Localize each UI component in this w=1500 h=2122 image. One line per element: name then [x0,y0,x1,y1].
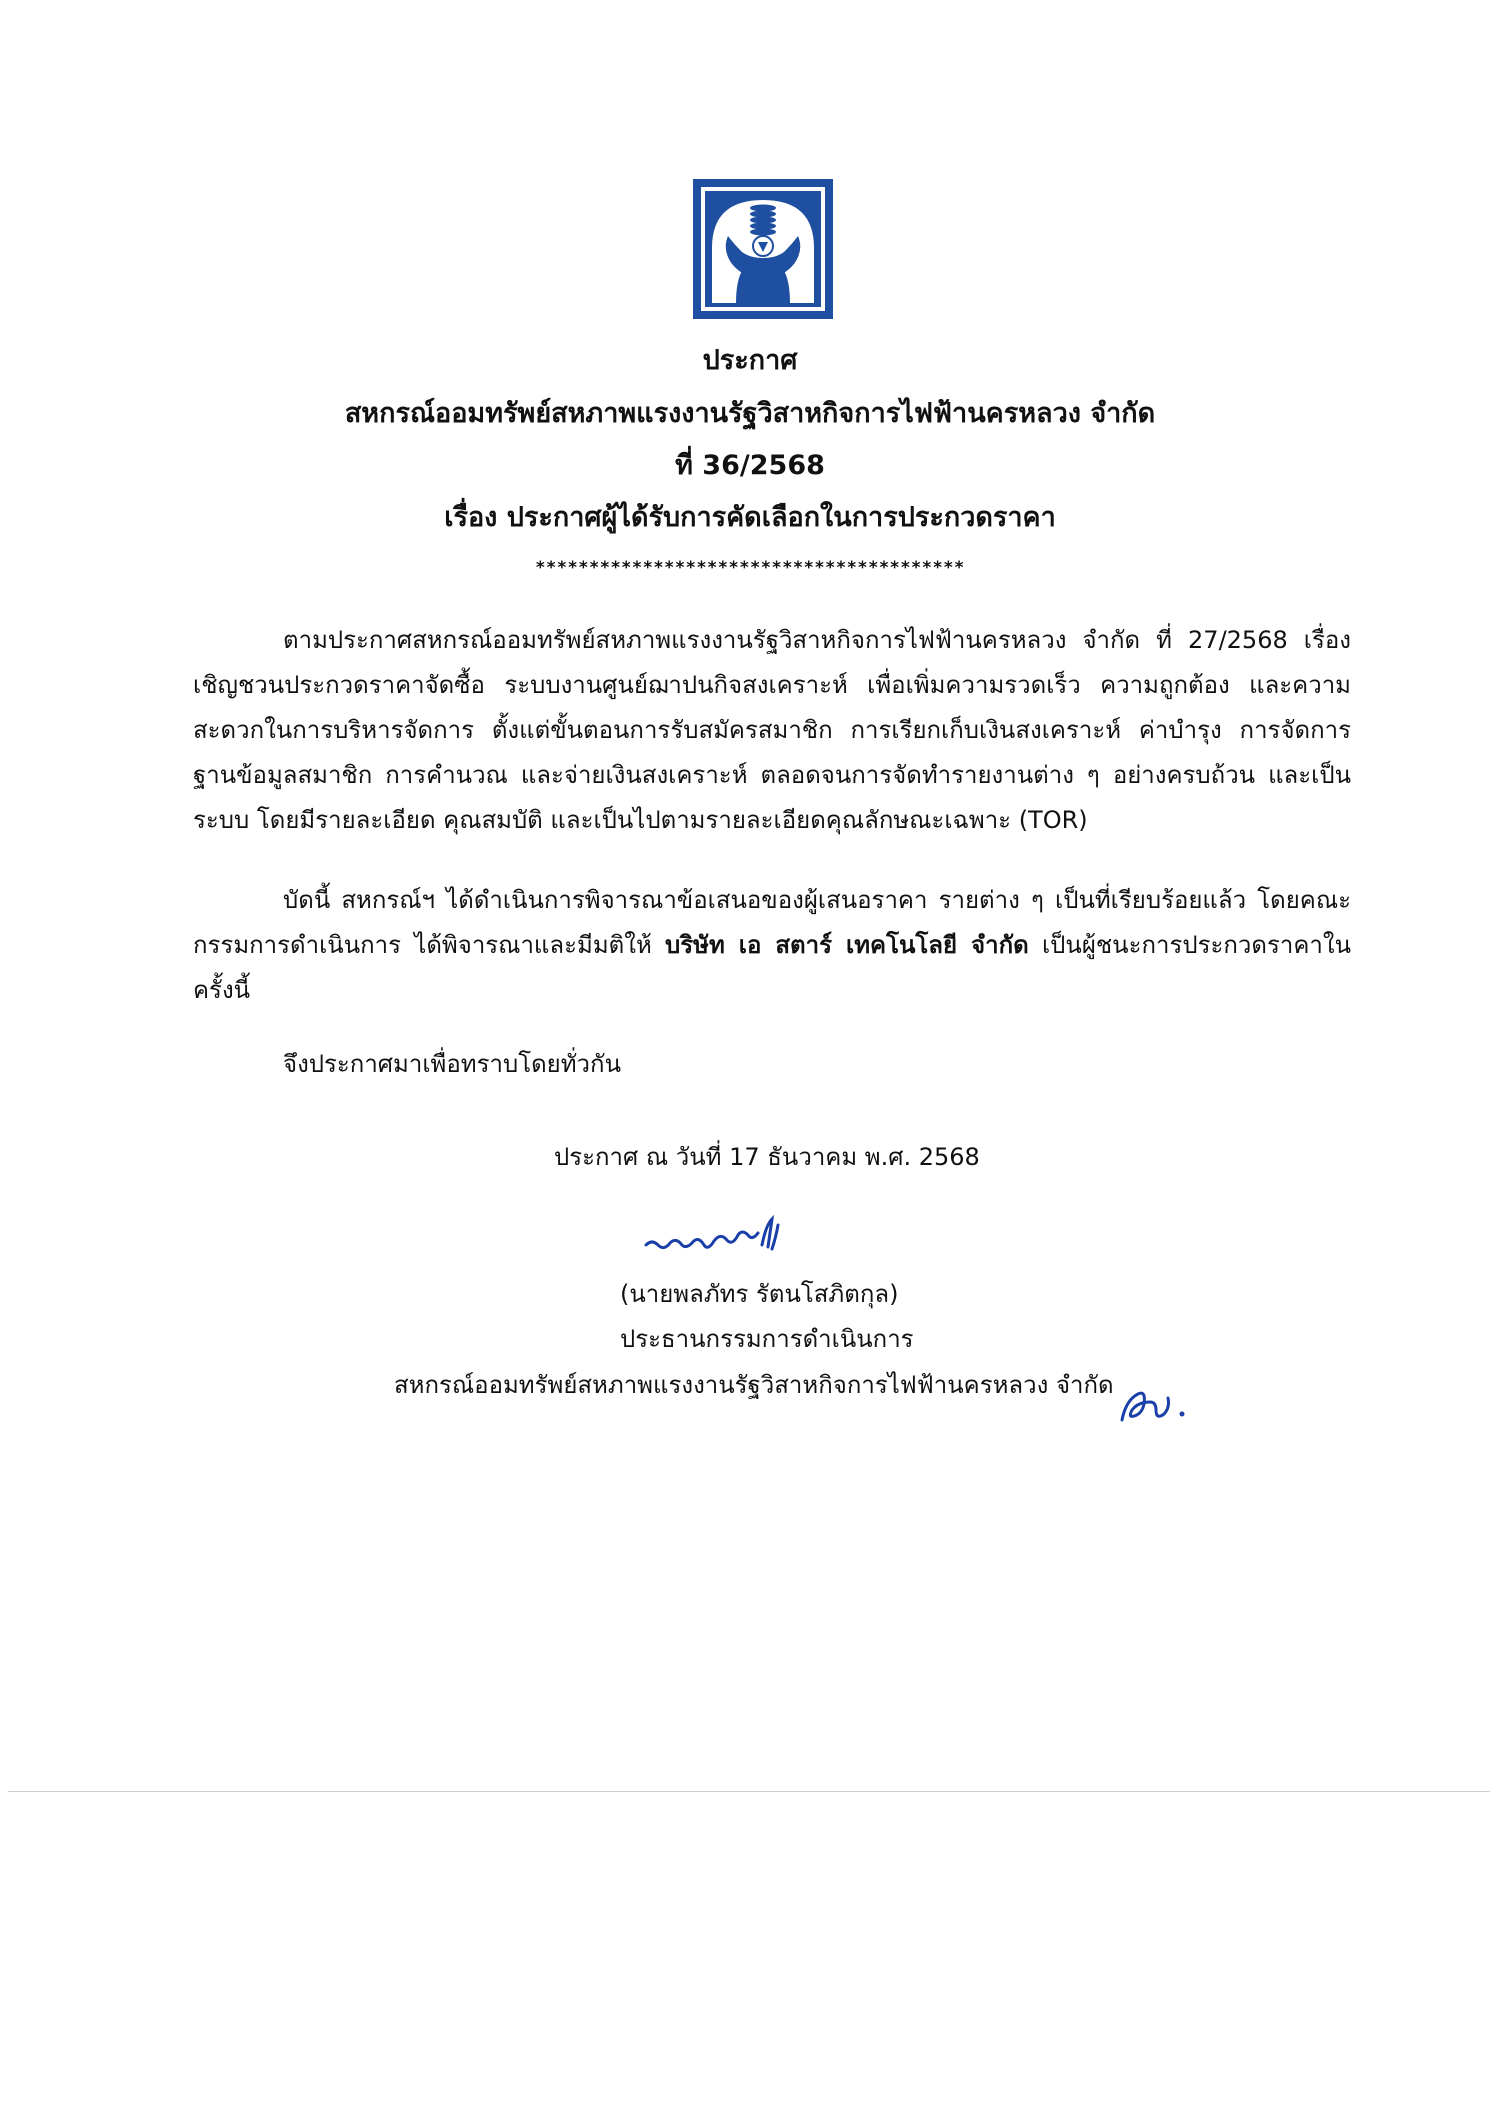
signer-position: ประธานกรรมการดำเนินการ [620,1325,914,1353]
handwritten-signature [640,1205,800,1265]
announcement-subject: เรื่อง ประกาศผู้ได้รับการคัดเลือกในการประกวดราคา [444,502,1056,533]
paragraph-2-text: บัดนี้ สหกรณ์ฯ ได้ดำเนินการพิจารณาข้อเสนอของผู้เสนอราคา รายต่าง ๆ เป็นที่เรียบร้อยแล้ว โดยคณะกรรมการดำเนินการ ได้พิจารณาและมีมติให้ [193,886,1351,959]
cooperative-emblem-icon [692,178,834,320]
page-divider [8,1791,1490,1792]
announcement-date: ประกาศ ณ วันที่ 17 ธันวาคม พ.ศ. 2568 [554,1143,980,1171]
separator-line: **************************************** [535,558,965,578]
paragraph-2-text-end: เป็นผู้ชนะการประกวดราคาในครั้งนี้ [193,931,1351,1004]
winning-company-name: บริษัท เอ สตาร์ เทคโนโลยี จำกัด [665,931,1029,959]
announcement-title: ประกาศ [702,345,798,376]
body-paragraph-1: ตามประกาศสหกรณ์ออมทรัพย์สหภาพแรงงานรัฐวิสาหกิจการไฟฟ้านครหลวง จำกัด ที่ 27/2568 เรื่อง เชิญชวนประกวดราคาจัดซื้อ ระบบงานศูนย์ฌาปนกิจสงเคราะห์ เพื่อเพิ่มความรวดเร็ว ความถูกต้อง และความสะดวกในการบริหารจัดการ ตั้งแต่ขั้นตอนการรับสมัครสมาชิก การเรียกเก็บเงินสงเคราะห์ ค่าบำรุง การจัดการฐานข้อมูลสมาชิก การคำนวณ และจ่ายเงินสงเคราะห์ ตลอดจนการจัดทำรายงานต่าง ๆ อย่างครบถ้วน และเป็นระบบ โดยมีรายละเอียด คุณสมบัติ และเป็นไปตามรายละเอียดคุณลักษณะเฉพาะ (TOR) [193,626,1351,834]
signer-name: (นายพลภัทร รัตนโสภิตกุล) [620,1280,899,1308]
body-paragraph-3: จึงประกาศมาเพื่อทราบโดยทั่วกัน [283,1050,621,1078]
handwritten-initials [1116,1380,1196,1430]
organization-name: สหกรณ์ออมทรัพย์สหภาพแรงงานรัฐวิสาหกิจการไฟฟ้านครหลวง จำกัด [344,398,1156,429]
announcement-number: ที่ 36/2568 [675,450,825,481]
signer-organization: สหกรณ์ออมทรัพย์สหภาพแรงงานรัฐวิสาหกิจการไฟฟ้านครหลวง จำกัด [394,1371,1114,1399]
body-paragraph-2 [193,878,1351,1013]
